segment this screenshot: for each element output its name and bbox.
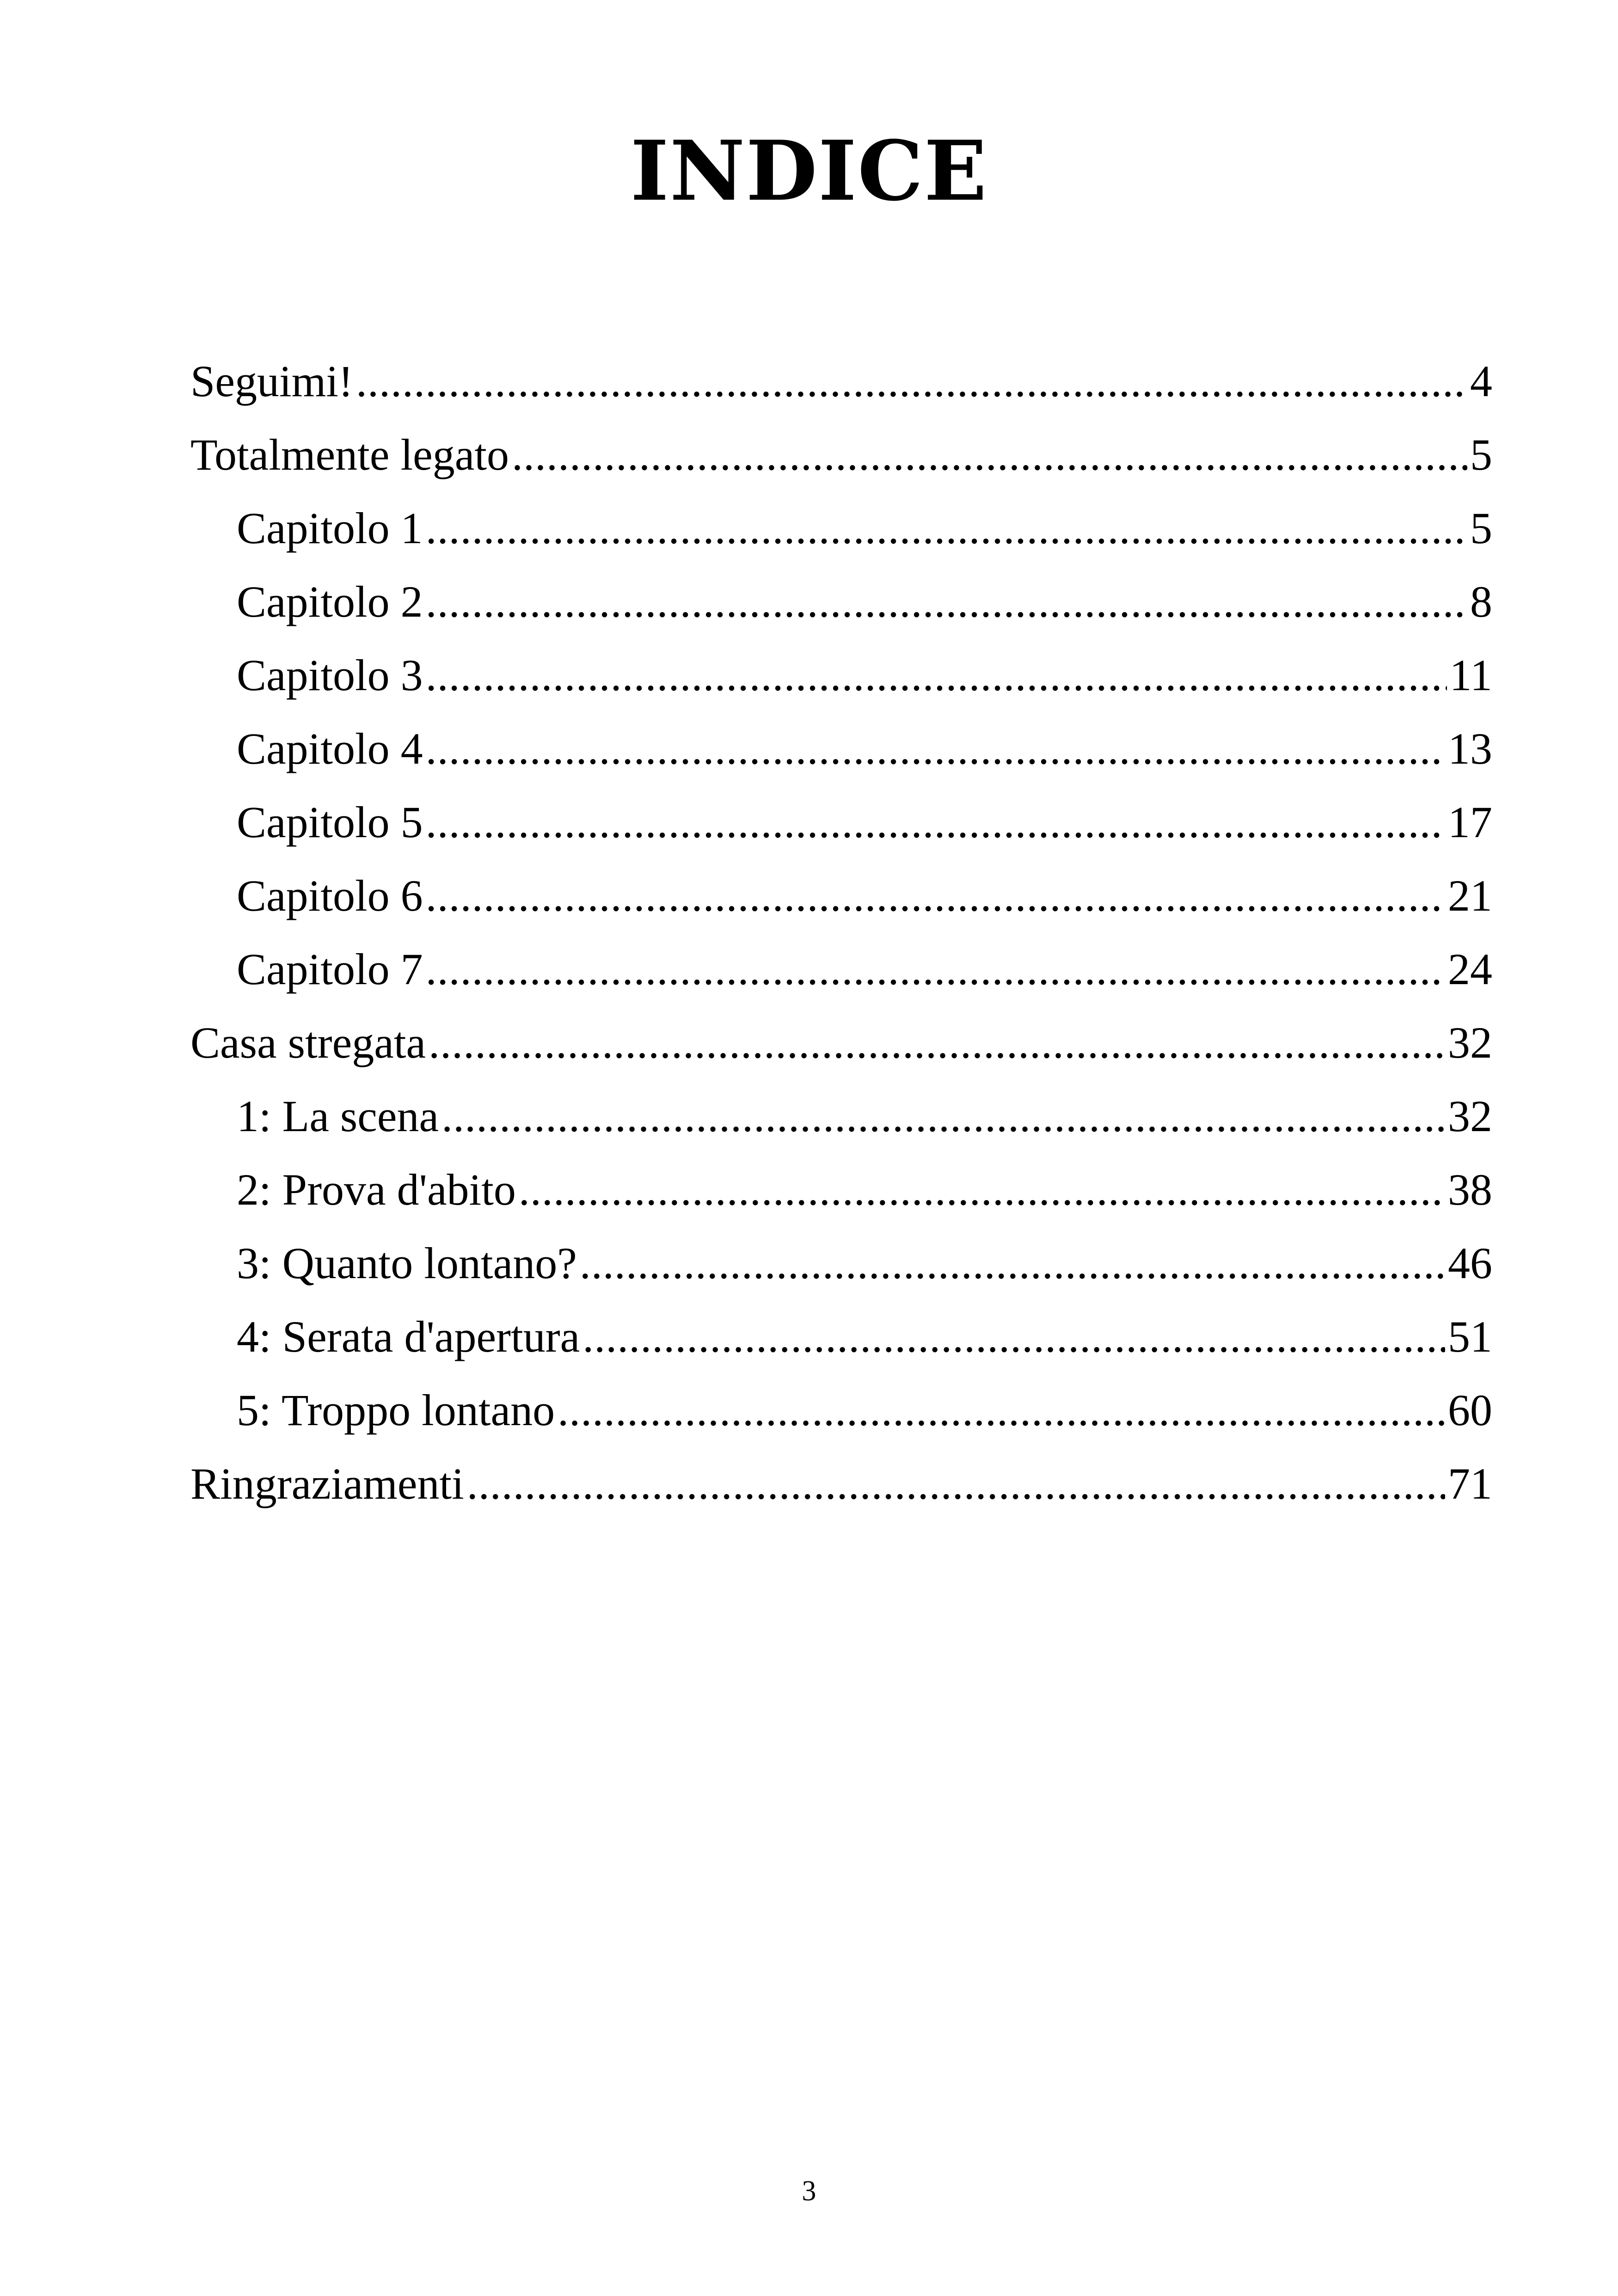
toc-entry-page: 32: [1448, 1091, 1492, 1141]
dot-leader: [580, 1226, 1445, 1300]
toc-entry-capitolo-3[interactable]: [190, 638, 1492, 712]
toc-entry-page: 38: [1448, 1165, 1492, 1214]
dot-leader: [426, 491, 1467, 565]
toc-entry-label: Capitolo 5: [237, 797, 423, 847]
toc-entry-page: 13: [1448, 724, 1492, 773]
toc-entry-totalmente-legato[interactable]: [190, 418, 1492, 491]
toc-entry-page: 5: [1470, 503, 1492, 553]
toc-entry-prova-d-abito[interactable]: [190, 1153, 1492, 1226]
dot-leader: [426, 932, 1445, 1006]
dot-leader: [429, 1006, 1445, 1079]
dot-leader: [558, 1373, 1445, 1447]
toc-entry-capitolo-7[interactable]: [190, 932, 1492, 1006]
toc-entry-page: 60: [1448, 1385, 1492, 1435]
dot-leader: [426, 785, 1445, 859]
toc-entry-label: Totalmente legato: [190, 430, 509, 479]
dot-leader: [582, 1300, 1445, 1373]
toc-entry-label: 3: Quanto lontano?: [237, 1238, 577, 1288]
toc-entry-label: 5: Troppo lontano: [237, 1385, 555, 1435]
toc-entry-ringraziamenti[interactable]: [190, 1447, 1492, 1520]
toc-entry-label: 2: Prova d'abito: [237, 1165, 516, 1214]
toc-entry-label: 1: La scena: [237, 1091, 439, 1141]
dot-leader: [426, 565, 1467, 638]
toc-entry-page: 51: [1448, 1312, 1492, 1361]
page-title: INDICE: [630, 122, 988, 219]
toc-entry-seguimi[interactable]: [190, 344, 1492, 418]
toc-entry-page: 4: [1470, 356, 1492, 406]
toc-entry-capitolo-5[interactable]: [190, 785, 1492, 859]
table-of-contents: [190, 344, 1492, 1520]
toc-entry-capitolo-1[interactable]: [190, 491, 1492, 565]
dot-leader: [467, 1447, 1445, 1520]
toc-entry-quanto-lontano[interactable]: [190, 1226, 1492, 1300]
toc-entry-label: Seguimi!: [190, 356, 353, 406]
toc-entry-label: Capitolo 6: [237, 871, 423, 920]
toc-entry-page: 17: [1448, 797, 1492, 847]
toc-entry-serata-d-apertura[interactable]: [190, 1300, 1492, 1373]
toc-entry-capitolo-6[interactable]: [190, 859, 1492, 932]
dot-leader: [426, 712, 1445, 785]
toc-entry-la-scena[interactable]: [190, 1079, 1492, 1153]
toc-entry-label: 4: Serata d'apertura: [237, 1312, 580, 1361]
toc-entry-label: Casa stregata: [190, 1018, 426, 1067]
dot-leader: [441, 1079, 1445, 1153]
dot-leader: [426, 859, 1445, 932]
toc-entry-page: 46: [1448, 1238, 1492, 1288]
toc-entry-label: Capitolo 7: [237, 944, 423, 994]
toc-entry-page: 21: [1448, 871, 1492, 920]
toc-entry-page: 71: [1448, 1459, 1492, 1508]
dot-leader: [512, 418, 1467, 491]
dot-leader: [426, 638, 1447, 712]
toc-entry-capitolo-4[interactable]: [190, 712, 1492, 785]
toc-entry-label: Capitolo 2: [237, 577, 423, 626]
toc-entry-capitolo-2[interactable]: [190, 565, 1492, 638]
toc-entry-page: 5: [1470, 430, 1492, 479]
dot-leader: [519, 1153, 1445, 1226]
toc-entry-troppo-lontano[interactable]: [190, 1373, 1492, 1447]
page-number: 3: [802, 2175, 816, 2207]
dot-leader: [356, 344, 1467, 418]
toc-entry-page: 32: [1448, 1018, 1492, 1067]
toc-entry-label: Capitolo 4: [237, 724, 423, 773]
toc-entry-label: Capitolo 1: [237, 503, 423, 553]
toc-entry-label: Capitolo 3: [237, 650, 423, 700]
toc-entry-page: 24: [1448, 944, 1492, 994]
toc-entry-page: 11: [1449, 650, 1492, 700]
toc-entry-page: 8: [1470, 577, 1492, 626]
toc-entry-label: Ringraziamenti: [190, 1459, 464, 1508]
toc-entry-casa-stregata[interactable]: [190, 1006, 1492, 1079]
